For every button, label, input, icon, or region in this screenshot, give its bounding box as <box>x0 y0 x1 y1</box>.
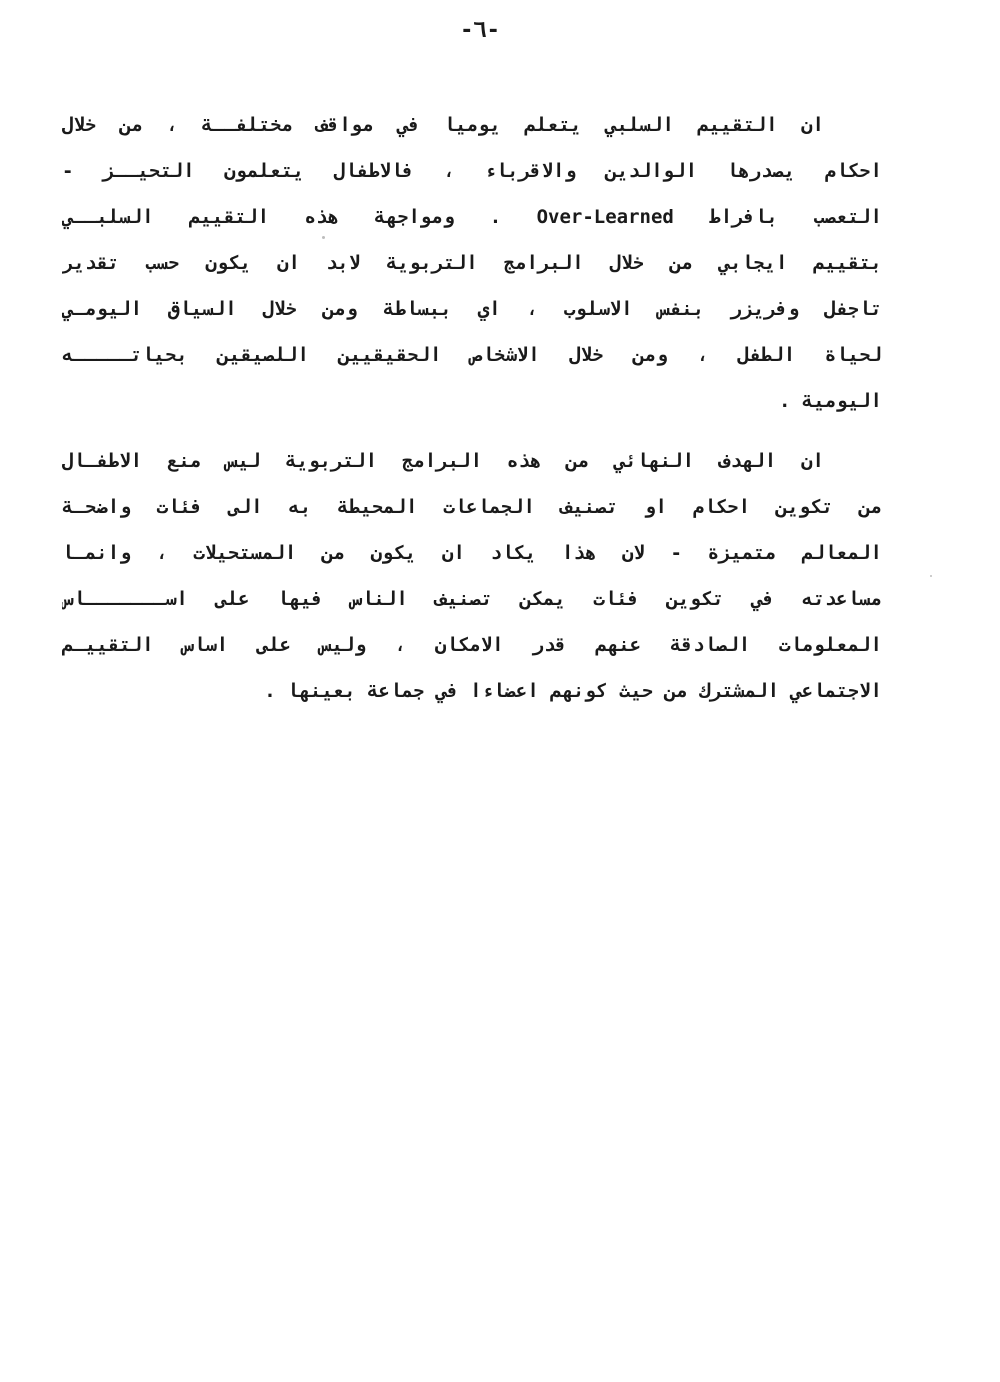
paragraph-line: ان التقييم السلبي يتعلم يوميا في مواقف مختلفــة ، من خلال <box>62 114 824 136</box>
paragraph-1 <box>62 102 882 424</box>
paragraph-line: اليومية . <box>779 390 882 412</box>
paragraph-line: بتقييم ايجابي من خلال البرامج التربوية لابد ان يكون حسب تقدير <box>62 252 882 274</box>
paragraph-line: تاجفل وفريزر بنفس الاسلوب ، اي ببساطة ومن خلال السياق اليومـي <box>62 298 882 320</box>
paragraph-line: لحياة الطفل ، ومن خلال الاشخاص الحقيقيين اللصيقين بحياتـــــه <box>62 344 882 366</box>
paragraph-line: المعلومات الصادقة عنهم قدر الامكان ، وليس على اساس التقييـم <box>62 634 882 656</box>
scan-speck <box>322 236 325 239</box>
paragraph-line: مساعدته في تكوين فئات يمكن تصنيف الناس فيها على اســـــــاس <box>62 588 882 610</box>
scan-speck <box>930 575 932 577</box>
paragraph-line: ان الهدف النهائي من هذه البرامج التربوية ليس منع الاطفـال <box>62 450 824 472</box>
paragraph-line: من تكوين احكام او تصنيف الجماعات المحيطة به الى فئات واضحـة <box>62 496 882 518</box>
paragraph-2 <box>62 438 882 714</box>
paragraph-line: احكام يصدرها الوالدين والاقرباء ، فالاطفال يتعلمون التحيــز - <box>62 160 882 182</box>
paragraph-line: التعصب بافراط Over-Learned . ومواجهة هذه التقييم السلبــي <box>62 206 882 228</box>
paragraph-line: الاجتماعي المشترك من حيث كونهم اعضاءا في جماعة بعينها . <box>264 680 882 702</box>
page-number: -٦- <box>460 18 500 43</box>
paragraph-line: المعالم متميزة - لان هذا يكاد ان يكون من المستحيلات ، وانمـا <box>62 542 882 564</box>
